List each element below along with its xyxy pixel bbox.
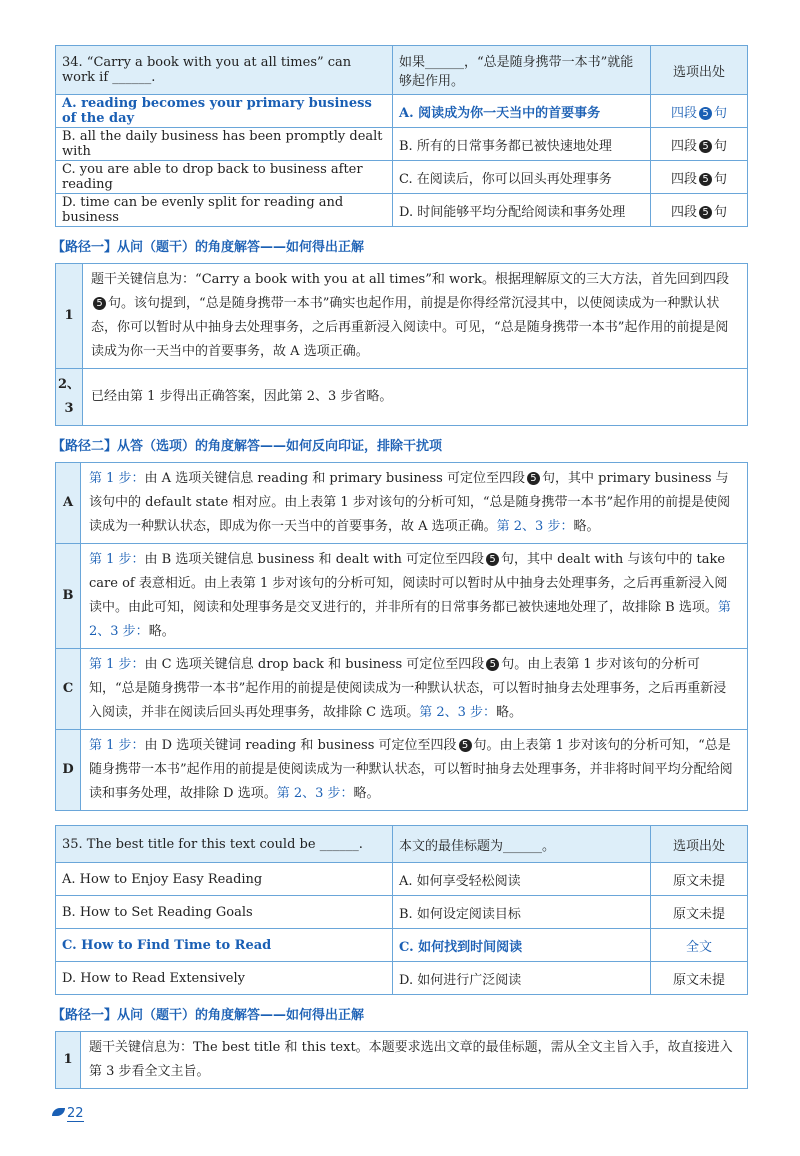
q34-path2-row-d	[56, 730, 748, 811]
analysis-end: 略。	[573, 519, 600, 534]
q35-question-en: 35. The best title for this text could be ______.	[56, 826, 393, 863]
sentence-number-icon: 5	[699, 140, 712, 153]
option-en: A. How to Enjoy Easy Reading	[56, 863, 393, 896]
option-cn: B. 如何设定阅读目标	[393, 896, 651, 929]
option-cn: C. 在阅读后，你可以回头再处理事务	[393, 161, 651, 194]
analysis-end: 略。	[496, 705, 523, 720]
option-en: A. reading becomes your primary business of the day	[56, 95, 393, 128]
source-para: 四段	[670, 204, 697, 220]
source-para: 四段	[670, 105, 697, 121]
step-text: 题干关键信息为：The best title 和 this text。本题要求选出文章的最佳标题，需从全文主旨入手，故直接进入第 3 步看全文主旨。	[81, 1032, 748, 1089]
q35-option-row-a	[56, 863, 748, 896]
q34-option-row-d	[56, 194, 748, 227]
q34-option-table	[55, 45, 748, 227]
sentence-number-icon: 5	[93, 297, 106, 310]
option-en: D. time can be evenly split for reading and business	[56, 194, 393, 227]
q34-path2-title: 【路径二】从答（选项）的角度解答——如何反向印证，排除干扰项	[52, 439, 443, 454]
page-content	[52, 45, 748, 1089]
option-source: 原文未提	[651, 896, 748, 929]
q34-option-row-a	[56, 95, 748, 128]
step-marker: 第 2、3 步：	[496, 519, 574, 534]
analysis-part: 句。由上表第 1 步对该句的分析可知，“总是随身携带一本书”起作用的前提是使阅读成为一种默认状态，可以暂时抽身去处理事务，之后再重新浸入阅读，并非在阅读后回头再处理事务，故排除 C 选项。	[89, 657, 727, 720]
sentence-number-icon: 5	[486, 658, 499, 671]
source-para: 四段	[670, 171, 697, 187]
option-source: 原文未提	[651, 962, 748, 995]
analysis-text	[81, 544, 748, 649]
q34-path2-table	[55, 462, 748, 811]
sentence-number-icon: 5	[459, 739, 472, 752]
step-label: 1	[56, 264, 83, 369]
analysis-part: 句，其中 dealt with 与该句中的 take care of 表意相近。由上表第 1 步对该句的分析可知，阅读时可以暂时从中抽身去处理事务，之后再重新浸入阅读中。由此可知，阅读和处理事务是交叉进行的，并非所有的日常事务都已被快速地处理了，故排除 B 选项。	[89, 552, 728, 615]
q34-path1-title: 【路径一】从问（题干）的角度解答——如何得出正解	[52, 240, 365, 255]
q35-option-row-b	[56, 896, 748, 929]
option-cn: C. 如何找到时间阅读	[393, 929, 651, 962]
page-number: 22	[67, 1106, 84, 1121]
step-label: 1	[56, 1032, 81, 1089]
option-source	[651, 95, 748, 128]
option-cn: A. 如何享受轻松阅读	[393, 863, 651, 896]
step-marker: 第 1 步：	[89, 552, 145, 567]
analysis-part: 由 D 选项关键词 reading 和 business 可定位至四段	[144, 738, 457, 753]
analysis-part: 句，其中 primary business 与该句中的 default state 相对应。由上表第 1 步对该句的分析可知，“总是随身携带一本书”起作用的前提是使阅读成为一种默认状态，即成为你一天当中的首要事务，故 A 选项正确。	[89, 471, 731, 534]
sentence-number-icon: 5	[699, 173, 712, 186]
q35-question-cn: 本文的最佳标题为______。	[393, 826, 651, 863]
option-en: B. How to Set Reading Goals	[56, 896, 393, 929]
analysis-part: 由 B 选项关键信息 business 和 dealt with 可定位至四段	[144, 552, 484, 567]
analysis-part: 由 C 选项关键信息 drop back 和 business 可定位至四段	[144, 657, 485, 672]
q34-option-row-b	[56, 128, 748, 161]
step-marker: 第 2、3 步：	[89, 600, 731, 639]
sentence-number-icon: 5	[486, 553, 499, 566]
option-en: B. all the daily business has been promptly dealt with	[56, 128, 393, 161]
option-source	[651, 161, 748, 194]
q35-header-row	[56, 826, 748, 863]
option-en: C. How to Find Time to Read	[56, 929, 393, 962]
q35-path1-table	[55, 1031, 748, 1089]
option-label: C	[56, 649, 81, 730]
option-source: 原文未提	[651, 863, 748, 896]
option-cn: D. 时间能够平均分配给阅读和事务处理	[393, 194, 651, 227]
step-marker: 第 1 步：	[89, 738, 145, 753]
q34-path1-table	[55, 263, 748, 426]
q34-header-row	[56, 46, 748, 95]
q35-path1-step1	[56, 1032, 748, 1089]
step-text	[83, 264, 748, 369]
source-para: 四段	[670, 138, 697, 154]
option-source	[651, 128, 748, 161]
q35-option-row-c	[56, 929, 748, 962]
q34-path1-step1	[56, 264, 748, 369]
q34-path2-row-b	[56, 544, 748, 649]
analysis-end: 略。	[148, 624, 175, 639]
option-label: D	[56, 730, 81, 811]
q34-question-en: 34. “Carry a book with you at all times” can work if ______.	[56, 46, 393, 95]
analysis-text	[81, 463, 748, 544]
q34-question-cn: 如果______，“总是随身携带一本书”就能够起作用。	[393, 46, 651, 95]
step-marker: 第 1 步：	[89, 657, 145, 672]
analysis-text	[81, 730, 748, 811]
option-cn: A. 阅读成为你一天当中的首要事务	[393, 95, 651, 128]
option-cn: B. 所有的日常事务都已被快速地处理	[393, 128, 651, 161]
option-source	[651, 194, 748, 227]
option-en: C. you are able to drop back to business after reading	[56, 161, 393, 194]
source-suffix: 句	[714, 138, 728, 154]
source-suffix: 句	[714, 171, 728, 187]
source-suffix: 句	[714, 204, 728, 220]
leaf-icon	[52, 1108, 65, 1116]
sentence-number-icon: 5	[699, 107, 712, 120]
step-marker: 第 1 步：	[89, 471, 145, 486]
q34-path2-row-c	[56, 649, 748, 730]
option-en: D. How to Read Extensively	[56, 962, 393, 995]
step-label: 2、3	[56, 369, 83, 426]
analysis-end: 略。	[353, 786, 380, 801]
q34-path1-step23	[56, 369, 748, 426]
step-text-part: 句。该句提到，“总是随身携带一本书”确实也起作用，前提是你得经常沉浸其中，以使阅读成为一种默认状态，你可以暂时从中抽身去处理事务，之后再重新浸入阅读中。可见，“总是随身携带一本书”起作用的前提是阅读成为你一天当中的首要事务，故 A 选项正确。	[91, 296, 729, 359]
step-text-part: 题干关键信息为：“Carry a book with you at all times”和 work。根据理解原文的三大方法，首先回到四段	[91, 272, 730, 287]
q35-path1-title: 【路径一】从问（题干）的角度解答——如何得出正解	[52, 1008, 365, 1023]
sentence-number-icon: 5	[527, 472, 540, 485]
step-marker: 第 2、3 步：	[276, 786, 354, 801]
sentence-number-icon: 5	[699, 206, 712, 219]
option-label: A	[56, 463, 81, 544]
q35-source-header: 选项出处	[651, 826, 748, 863]
analysis-text	[81, 649, 748, 730]
q34-path2-row-a	[56, 463, 748, 544]
q35-option-row-d	[56, 962, 748, 995]
source-suffix: 句	[714, 105, 728, 121]
option-label: B	[56, 544, 81, 649]
page-footer	[52, 1106, 84, 1121]
analysis-part: 由 A 选项关键信息 reading 和 primary business 可定位至四段	[144, 471, 525, 486]
q35-option-table	[55, 825, 748, 995]
step-marker: 第 2、3 步：	[419, 705, 497, 720]
analysis-part: 句。由上表第 1 步对该句的分析可知，“总是随身携带一本书”起作用的前提是使阅读成为一种默认状态，可以暂时抽身去处理事务，并非将时间平均分配给阅读和事务处理，故排除 D 选项。	[89, 738, 733, 801]
option-source: 全文	[651, 929, 748, 962]
q34-source-header: 选项出处	[651, 46, 748, 95]
step-text: 已经由第 1 步得出正确答案，因此第 2、3 步省略。	[83, 369, 748, 426]
q34-option-row-c	[56, 161, 748, 194]
option-cn: D. 如何进行广泛阅读	[393, 962, 651, 995]
